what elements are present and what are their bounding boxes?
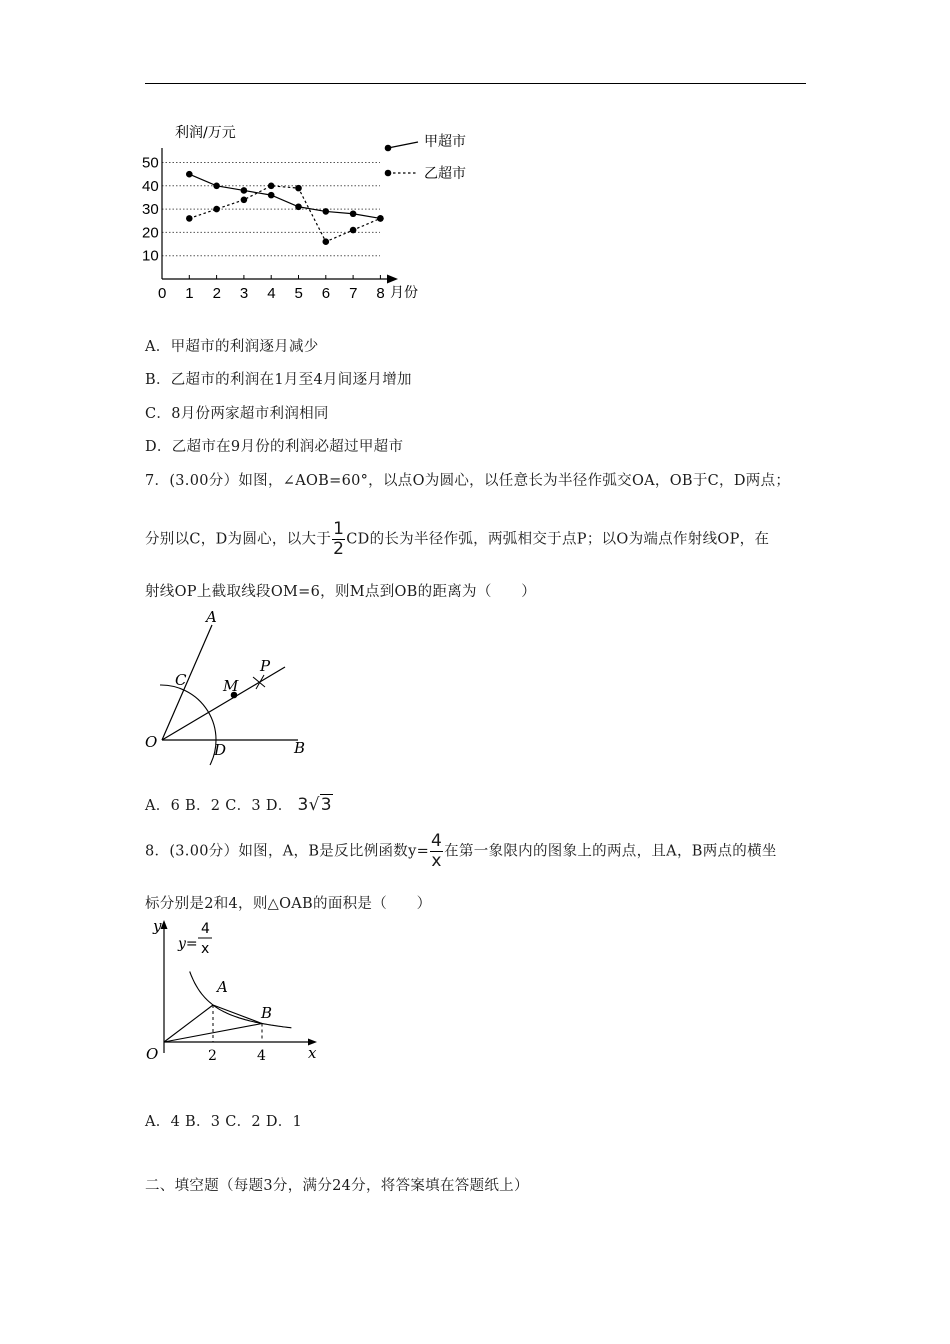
y-tick-30: 30 [142,201,159,219]
label-a: A [206,608,217,626]
tick-label-2: 2 [208,1048,217,1064]
legend-label-2: 乙超市 [424,166,466,182]
y-axis-arrow [161,920,168,929]
label-b: B [294,739,306,757]
q6-option-c: C．8月份两家超市利润相同 [145,406,329,422]
hyperbola-curve [190,972,292,1028]
q6-option-d: D．乙超市在9月份的利润必超过甲超市 [145,439,404,455]
x-tick-0: 0 [158,285,167,302]
profit-line-chart [140,112,500,308]
series-1-point-2 [213,183,220,190]
three-root-three: 3√3 [297,795,332,815]
angle-bisector-figure [140,605,320,775]
x-axis-arrow [387,275,398,284]
q7-stem-line3: 射线OP上截取线段OM=6，则M点到OB的距离为（ ） [145,584,537,600]
x-tick-8: 8 [376,285,385,302]
one-half-fraction: $\frac{1}{2}$ [333,519,345,559]
q7-line2-post: CD的长为半径作弧，两弧相交于点P；以O为端点作射线OP，在 [346,531,770,548]
label-p: P [260,657,271,675]
series-1-point-7 [350,210,357,217]
series-2-point-3 [241,196,248,203]
arc-p-2 [256,675,264,689]
series-2-point-8 [377,215,384,222]
label-m: M [223,677,239,695]
q6-option-b: B．乙超市的利润在1月至4月间逐月增加 [145,372,412,388]
segment-ob [164,1024,262,1043]
series-2-point-7 [350,227,357,234]
x-tick-5: 5 [294,285,303,302]
q7-stem-line2 [145,521,769,558]
series-2-point-6 [323,238,330,245]
equation-numerator: 4 [201,921,210,937]
y-tick-20: 20 [142,224,159,242]
series-2-point-1 [186,215,193,222]
tick-label-4: 4 [257,1048,266,1064]
label-b: B [261,1004,273,1022]
series-2-point-5 [295,185,302,192]
legend-label-1: 甲超市 [424,134,466,150]
y-tick-10: 10 [142,247,159,265]
series-1-point-5 [295,203,302,210]
four-over-x-fraction: $\frac{4}{x}$ [431,831,443,871]
series-1-point-1 [186,171,193,178]
label-y: y [153,917,162,935]
series-2-point-2 [213,206,220,213]
label-a: A [217,978,228,996]
inverse-function-figure [140,915,330,1075]
x-tick-7: 7 [349,285,358,302]
y-axis-title: 利润/万元 [175,125,236,141]
x-tick-1: 1 [185,285,194,302]
q7-options: A．6 B．2 C．3 D． 3√3 [145,795,332,815]
q8-stem-line2: 标分别是2和4，则△OAB的面积是（ ） [145,896,432,912]
segment-oa [164,1005,213,1042]
y-tick-50: 50 [142,154,159,172]
label-d: D [214,741,227,759]
equation-y-equals: y= [178,936,198,952]
label-c: C [175,671,187,689]
ray-oa [162,625,212,740]
q7-stem-line1: 7．(3.00分）如图，∠AOB=60°，以点O为圆心，以任意长为半径作弧交OA，OB于C，D两点； [145,473,791,489]
label-x: x [308,1044,317,1062]
y-tick-40: 40 [142,177,159,195]
label-o: O [146,1045,159,1063]
q8-stem-line1: 8．(3.00分）如图，A，B是反比例函数y= $\frac{4}{x}$ 在第一象限内的图象上的两点，且A，B两点的横坐 [145,831,777,871]
section-2-heading: 二、填空题（每题3分，满分24分，将答案填在答题纸上） [145,1178,529,1194]
equation-denominator: x [201,941,210,957]
top-rule [145,83,806,84]
series-1-point-6 [323,208,330,215]
series-2-point-4 [268,183,275,190]
x-tick-6: 6 [321,285,331,302]
label-o: O [145,733,158,751]
segment-ab [213,1005,262,1024]
x-tick-3: 3 [239,285,249,302]
x-tick-2: 2 [212,285,221,302]
series-1-point-3 [241,187,248,194]
q7-line2-pre: 分别以C，D为圆心，以大于 [145,531,332,548]
x-axis-title: 月份 [390,285,418,301]
x-tick-4: 4 [267,285,276,302]
q6-option-a: A．甲超市的利润逐月减少 [145,339,319,355]
q8-options: A．4 B．3 C．2 D．1 [145,1114,303,1130]
series-1-point-4 [268,192,275,199]
legend-line-1 [388,142,418,148]
